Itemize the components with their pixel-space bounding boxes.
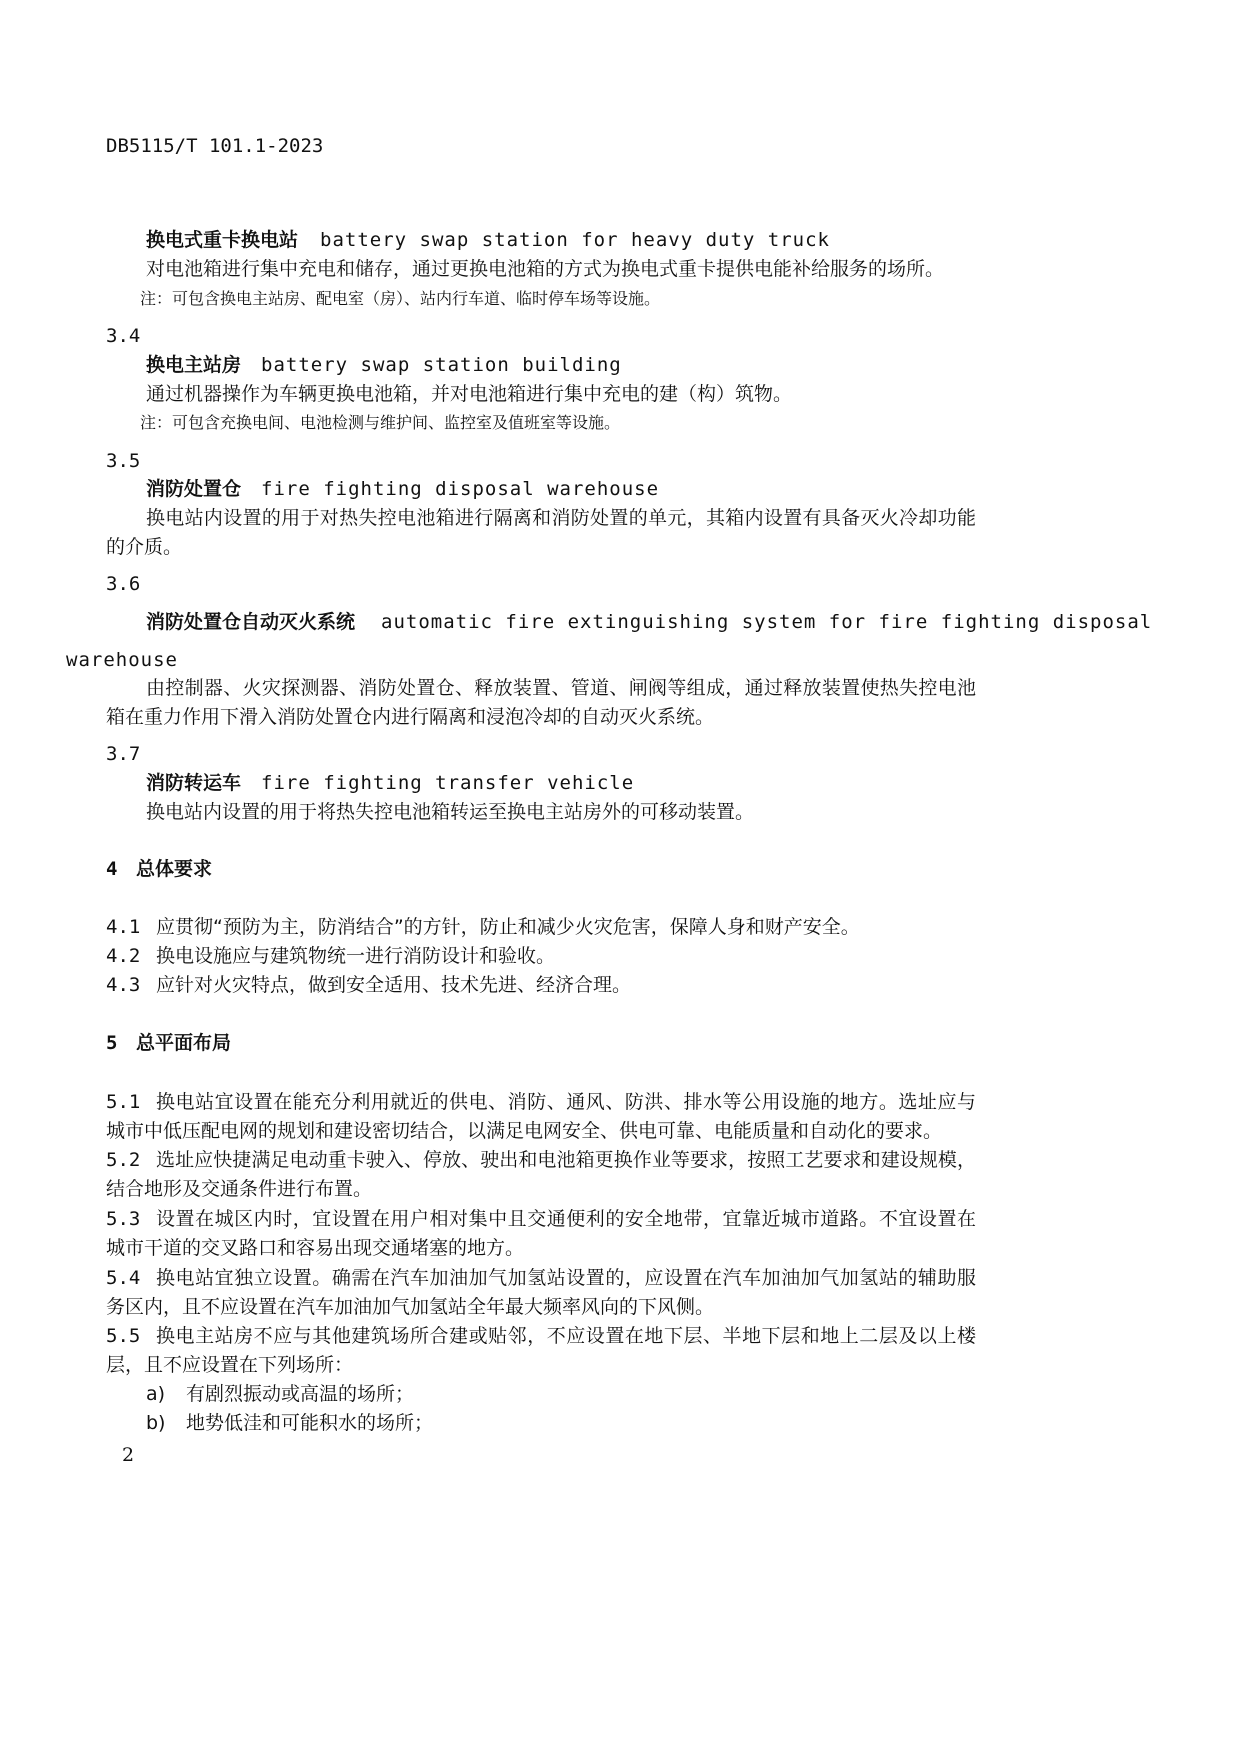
clause-5-3-line1: 设置在城区内时，宜设置在用户相对集中且交通便利的安全地带，宜靠近城市道路。不宜设置在 bbox=[156, 1208, 976, 1230]
term-3-7-number: 3.7 bbox=[106, 743, 141, 765]
term-3-4-definition: 通过机器操作为车辆更换电池箱，并对电池箱进行集中充电的建（构）筑物。 bbox=[146, 383, 793, 405]
clause-5-3-line2: 城市干道的交叉路口和容易出现交通堵塞的地方。 bbox=[106, 1237, 525, 1259]
section-5-number: 5 bbox=[106, 1032, 118, 1054]
clause-5-5-number: 5.5 bbox=[106, 1325, 141, 1347]
clause-4-1-number: 4.1 bbox=[106, 916, 141, 938]
list-item-a-marker: a) bbox=[146, 1383, 166, 1405]
section-4-number: 4 bbox=[106, 858, 118, 880]
clause-4-2-number: 4.2 bbox=[106, 945, 141, 967]
term-3-6-title: 消防处置仓自动灭火系统 bbox=[146, 611, 356, 633]
term-3-7-definition: 换电站内设置的用于将热失控电池箱转运至换电主站房外的可移动装置。 bbox=[146, 801, 755, 823]
clause-4-2-text: 换电设施应与建筑物统一进行消防设计和验收。 bbox=[156, 945, 556, 967]
term-3-5-definition-line2: 的介质。 bbox=[106, 536, 183, 558]
clause-4-3-text: 应针对火灾特点，做到安全适用、技术先进、经济合理。 bbox=[156, 974, 632, 996]
term-3-5-number: 3.5 bbox=[106, 450, 141, 472]
term-3-6-number: 3.6 bbox=[106, 573, 141, 595]
clause-4-3-number: 4.3 bbox=[106, 974, 141, 996]
clause-4-1-text: 应贯彻“预防为主，防消结合”的方针，防止和减少火灾危害，保障人身和财产安全。 bbox=[156, 916, 860, 938]
list-item-b-text: 地势低洼和可能积水的场所； bbox=[186, 1412, 434, 1434]
clause-5-2-line2: 结合地形及交通条件进行布置。 bbox=[106, 1178, 373, 1200]
term-3-7-title: 消防转运车 bbox=[146, 772, 242, 794]
clause-5-2-line1: 选址应快捷满足电动重卡驶入、停放、驶出和电池箱更换作业等要求，按照工艺要求和建设规模， bbox=[156, 1149, 976, 1171]
clause-5-1-line1: 换电站宜设置在能充分利用就近的供电、消防、通风、防洪、排水等公用设施的地方。选址应与 bbox=[156, 1091, 976, 1113]
clause-5-3-number: 5.3 bbox=[106, 1208, 141, 1230]
clause-5-1-line2: 城市中低压配电网的规划和建设密切结合，以满足电网安全、供电可靠、电能质量和自动化的要求。 bbox=[106, 1120, 943, 1142]
term-3-6-english-line1: automatic fire extinguishing system for fire fighting disposal bbox=[381, 611, 1153, 633]
term-3-7-english: fire fighting transfer vehicle bbox=[261, 772, 635, 794]
clause-5-4-line2: 务区内，且不应设置在汽车加油加气加氢站全年最大频率风向的下风侧。 bbox=[106, 1296, 715, 1318]
term-3-4-english: battery swap station building bbox=[261, 354, 622, 376]
clause-5-4-line1: 换电站宜独立设置。确需在汽车加油加气加氢站设置的，应设置在汽车加油加气加氢站的辅助服 bbox=[156, 1267, 976, 1289]
term-3-5-title: 消防处置仓 bbox=[146, 478, 242, 500]
clause-5-5-line2: 层，且不应设置在下列场所： bbox=[106, 1354, 354, 1376]
section-4-heading: 总体要求 bbox=[136, 858, 213, 880]
term-3-5-english: fire fighting disposal warehouse bbox=[261, 478, 660, 500]
term-3-4-number: 3.4 bbox=[106, 325, 141, 347]
term-3-3-title: 换电式重卡换电站 bbox=[146, 229, 299, 251]
term-3-3-note: 注：可包含换电主站房、配电室（房）、站内行车道、临时停车场等设施。 bbox=[140, 289, 661, 308]
term-3-6-definition-line1: 由控制器、火灾探测器、消防处置仓、释放装置、管道、闸阀等组成，通过释放装置使热失控电池 bbox=[146, 677, 976, 699]
clause-5-2-number: 5.2 bbox=[106, 1149, 141, 1171]
list-item-a-text: 有剧烈振动或高温的场所； bbox=[186, 1383, 415, 1405]
section-5-heading: 总平面布局 bbox=[136, 1032, 232, 1054]
clause-5-4-number: 5.4 bbox=[106, 1267, 141, 1289]
term-3-3-definition: 对电池箱进行集中充电和储存，通过更换电池箱的方式为换电式重卡提供电能补给服务的场所。 bbox=[146, 258, 945, 280]
clause-5-1-number: 5.1 bbox=[106, 1091, 141, 1113]
term-3-4-note: 注：可包含充换电间、电池检测与维护间、监控室及值班室等设施。 bbox=[140, 413, 621, 432]
term-3-4-title: 换电主站房 bbox=[146, 354, 242, 376]
document-code-header: DB5115/T 101.1-2023 bbox=[106, 135, 324, 157]
term-3-6-definition-line2: 箱在重力作用下滑入消防处置仓内进行隔离和浸泡冷却的自动灭火系统。 bbox=[106, 706, 715, 728]
clause-5-5-line1: 换电主站房不应与其他建筑场所合建或贴邻，不应设置在地下层、半地下层和地上二层及以上楼 bbox=[156, 1325, 976, 1347]
term-3-3-english: battery swap station for heavy duty truck bbox=[320, 229, 830, 251]
page-number: 2 bbox=[122, 1444, 135, 1466]
term-3-5-definition-line1: 换电站内设置的用于对热失控电池箱进行隔离和消防处置的单元，其箱内设置有具备灭火冷却功能 bbox=[146, 507, 976, 529]
list-item-b-marker: b) bbox=[146, 1412, 166, 1434]
term-3-6-english-line2: warehouse bbox=[66, 649, 178, 671]
